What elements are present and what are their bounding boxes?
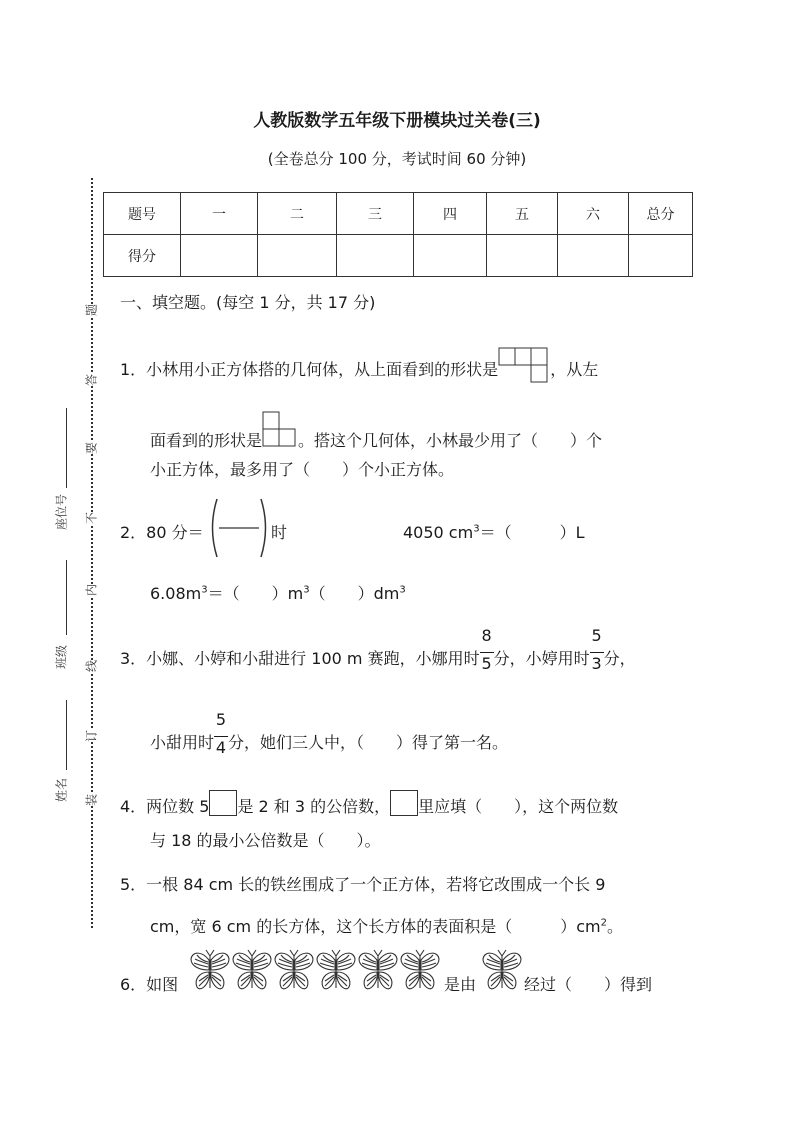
question-text: 小甜用时: [150, 733, 215, 752]
score-header-cell: 总分: [629, 193, 693, 235]
question-text: 3．小娜、小婷和小甜进行 100 m 赛跑，小娜用时: [120, 649, 480, 668]
question-text: 分，她们三人中，（ ）得了第一名。: [228, 733, 509, 752]
fraction-denominator: 5: [481, 654, 492, 673]
question-4-line-2: 与 18 的最小公倍数是（ ）。: [150, 831, 381, 850]
question-text: 。搭这个几何体，小林最少用了（ ）个: [298, 431, 603, 450]
question-text: ＝（ ）L: [479, 523, 585, 542]
butterfly-icon: [231, 948, 273, 994]
question-text: ，从左: [550, 360, 599, 379]
question-text: 里应填（ ），这个两位数: [418, 797, 619, 816]
score-input-cell[interactable]: [629, 235, 693, 277]
question-5-line-2: [150, 914, 623, 937]
question-6-line-1: 6．如图: [120, 975, 179, 994]
margin-notice-char: 装: [81, 794, 102, 806]
question-text: 分，: [603, 649, 636, 668]
butterfly-icon: [315, 948, 357, 994]
margin-label-seat: 座位号: [54, 493, 69, 531]
name-underline: [66, 700, 67, 770]
question-3-line-2: [150, 710, 509, 757]
question-text: 是由: [444, 975, 477, 994]
fraction-xiaoting: [590, 626, 604, 673]
score-header-cell: 四: [414, 193, 487, 235]
margin-notice-char: 线: [81, 660, 102, 672]
score-table: [103, 192, 693, 277]
butterfly-icon: [357, 948, 399, 994]
question-text: （ ）dm: [309, 584, 400, 603]
superscript: 3: [473, 523, 480, 535]
top-view-shape-icon: [498, 347, 550, 385]
score-row-label: 得分: [104, 235, 181, 277]
score-input-cell[interactable]: [558, 235, 629, 277]
superscript: 3: [303, 584, 310, 596]
superscript: 3: [399, 584, 406, 596]
margin-notice-char: 题: [81, 304, 102, 316]
question-4-line-1: [120, 790, 618, 817]
fraction-xiaona: [480, 626, 494, 673]
fraction-bar: [214, 736, 228, 737]
score-input-cell[interactable]: [487, 235, 558, 277]
left-view-shape-icon: [262, 410, 298, 448]
question-text: 时: [271, 523, 288, 542]
score-header-cell: 二: [258, 193, 337, 235]
question-text: 面看到的形状是: [150, 431, 263, 450]
score-table-score-row: [104, 235, 693, 277]
margin-label-class: 班级: [54, 644, 69, 670]
fraction-bar: [480, 652, 494, 653]
exam-info: (全卷总分 100 分，考试时间 60 分钟): [267, 150, 527, 168]
question-text: 是 2 和 3 的公倍数，: [237, 797, 391, 816]
superscript: 2: [600, 917, 607, 929]
question-5-line-1: 5．一根 84 cm 长的铁丝围成了一个正方体，若将它改围成一个长 9: [120, 875, 606, 894]
score-input-cell[interactable]: [258, 235, 337, 277]
class-underline: [66, 560, 67, 635]
question-text: 1．小林用小正方体搭的几何体，从上面看到的形状是: [120, 360, 499, 379]
question-text: ＝（ ）m: [207, 584, 304, 603]
fraction-answer-blank[interactable]: [207, 496, 271, 560]
butterfly-pattern: [189, 948, 441, 996]
score-header-cell: 五: [487, 193, 558, 235]
question-1-line-1: [120, 347, 598, 385]
margin-notice-char: 要: [81, 442, 102, 454]
question-text: 4050 cm: [403, 523, 474, 542]
butterfly-icon: [189, 948, 231, 994]
score-header-cell: 三: [337, 193, 414, 235]
score-header-cell: 一: [181, 193, 258, 235]
question-1-line-2: [150, 410, 602, 451]
fraction-numerator: 8: [481, 626, 492, 645]
question-text: 经过（ ）得到: [524, 975, 653, 994]
score-input-cell[interactable]: [181, 235, 258, 277]
butterfly-icon: [399, 948, 441, 994]
fraction-denominator: 3: [591, 654, 602, 673]
score-header-cell: 六: [558, 193, 629, 235]
fraction-numerator: 5: [215, 710, 227, 729]
question-3-line-1: [120, 626, 636, 673]
digit-reference-box: [390, 790, 418, 816]
fraction-xiaotian: [214, 710, 228, 757]
page-title: 人教版数学五年级下册模块过关卷(三): [253, 111, 541, 131]
question-1-line-3: 小正方体，最多用了（ ）个小正方体。: [150, 460, 455, 479]
fraction-numerator: 5: [591, 626, 602, 645]
butterfly-icon: [273, 948, 315, 994]
question-text: 分，小婷用时: [493, 649, 590, 668]
question-2-line-1: [120, 520, 204, 543]
score-table-header-row: [104, 193, 693, 235]
margin-notice-char: 订: [81, 730, 102, 742]
margin-notice-char: 答: [81, 374, 102, 386]
digit-answer-box[interactable]: [209, 790, 237, 816]
seat-underline: [66, 408, 67, 488]
question-2-line-2: [150, 581, 406, 604]
question-text: 4．两位数 5: [120, 797, 210, 816]
score-header-cell: 题号: [104, 193, 181, 235]
question-text: 6.08m: [150, 584, 202, 603]
question-text: 。: [606, 917, 623, 936]
margin-label-name: 姓名: [54, 777, 69, 803]
question-text: cm，宽 6 cm 的长方体，这个长方体的表面积是（ ）cm: [150, 917, 601, 936]
fraction-denominator: 4: [215, 738, 227, 757]
question-text: 2．80 分＝: [120, 523, 204, 542]
binding-dotted-line: [91, 178, 93, 928]
score-input-cell[interactable]: [337, 235, 414, 277]
single-butterfly-icon: [481, 948, 523, 994]
question-2-volume-conversion: [403, 520, 584, 543]
margin-notice-char: 不: [81, 512, 102, 524]
margin-notice-char: 内: [81, 584, 102, 596]
section-heading: 一、填空题。(每空 1 分，共 17 分): [120, 293, 376, 312]
superscript: 3: [201, 584, 208, 596]
fraction-bar: [590, 652, 604, 653]
score-input-cell[interactable]: [414, 235, 487, 277]
